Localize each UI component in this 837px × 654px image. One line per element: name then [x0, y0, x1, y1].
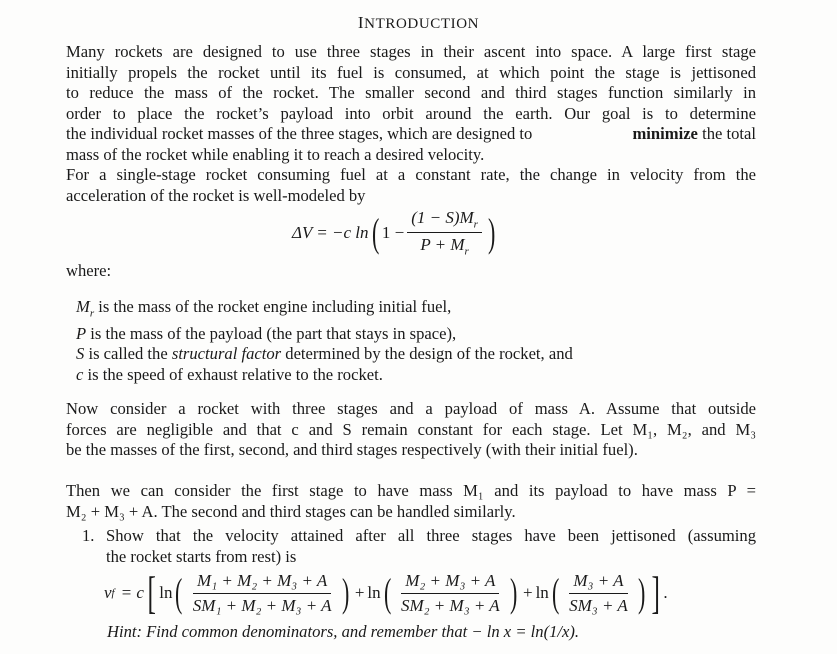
definition-item: S is called the structural factor determined by the design of the rocket, and [76, 344, 573, 364]
hint-text: Hint: Find common denominators, and remember that − ln x = ln(1/x). [107, 622, 580, 641]
definition-item: $M_r$ is the mass of the rocket engine including initial fuel, [76, 297, 452, 320]
intro-line: acceleration of the rocket is well-modeled by [66, 185, 366, 205]
fraction: $\frac{\text{M₃ + A}}{\text{SM₃ + A}}$ [569, 570, 628, 615]
intro-line: initially propels the rocket until its fuel is consumed, at which point the stage is jettisoned [66, 62, 756, 82]
heading-text: NTRODUCTION [364, 16, 480, 32]
section-heading: INTRODUCTION [357, 13, 480, 32]
emphasis-minimize: minimize [632, 124, 698, 143]
intro-line: For a single-stage rocket consuming fuel at a constant rate, the change in velocity from the [66, 165, 756, 184]
three-stage-paragraph [66, 399, 756, 461]
velocity-equation: ΔV = −c ln ( 1 − $\frac{(1 - S)M_r}{P + M_r}$ ) [292, 208, 496, 258]
paragraph-line: M₂ + M₃ + A. The second and third stages can be handled similarly. [66, 501, 516, 521]
intro-line: Many rockets are designed to use three stages in their ascent into space. A large first stage [66, 42, 756, 61]
intro-line: mass of the rocket while enabling it to reach a desired velocity. [66, 144, 485, 164]
where-label: where: [66, 261, 112, 280]
fraction: $\frac{\text{M₂ + M₃ + A}}{\text{SM₂ + M₃ + A}}$ [400, 570, 500, 615]
fraction: $\frac{\text{M₁ + M₂ + M₃ + A}}{\text{SM₁ + M₂ + M₃ + A}}$ [192, 570, 332, 615]
paragraph-line: Then we can consider the first stage to have mass M₁ and its payload to have mass P = [66, 481, 756, 500]
paragraph-line: forces are negligible and that c and S remain constant for each stage. Let M₁, M₂, and M₃ [66, 419, 756, 439]
definition-item: c is the speed of exhaust relative to the rocket. [76, 364, 383, 384]
item-line: the rocket starts from rest) is [106, 546, 297, 566]
intro-line: the individual rocket masses of the three stages, which are designed to minimize the total [66, 124, 756, 143]
item-line: Show that the velocity attained after all three stages have been jettisoned (assuming [106, 526, 756, 545]
fraction: $\frac{(1 - S)M_r}{P + M_r}$ [407, 208, 482, 258]
definition-list [76, 297, 756, 385]
stage-mass-paragraph [66, 481, 756, 522]
intro-paragraph [66, 42, 756, 206]
intro-line: order to place the rocket’s payload into orbit around the earth. Our goal is to determine [66, 103, 756, 123]
definition-item: P is the mass of the payload (the part that stays in space), [76, 323, 457, 343]
intro-line: to reduce the mass of the rocket. The smaller second and third stages function similarly in [66, 83, 756, 102]
item-number: 1. [82, 526, 95, 545]
paragraph-line: Now consider a rocket with three stages and a payload of mass A. Assume that outside [66, 399, 756, 418]
paragraph-line: be the masses of the first, second, and third stages respectively (with their initial fuel). [66, 440, 638, 459]
final-velocity-equation: v f = c [ ln ( $\frac{\text{M₁ + M₂ + M₃ + A}}{\text{SM₁ + M₂ + M₃ + A}}$ ) + ln ( $\frac{\text{M₂ + M₃ + A}}{\text{SM₂ + M₃ + A}}$ ) + ln ( $\frac{\text{M₃ + A}}{\text{SM₃ + A}}$ ) ] . [104, 567, 668, 618]
